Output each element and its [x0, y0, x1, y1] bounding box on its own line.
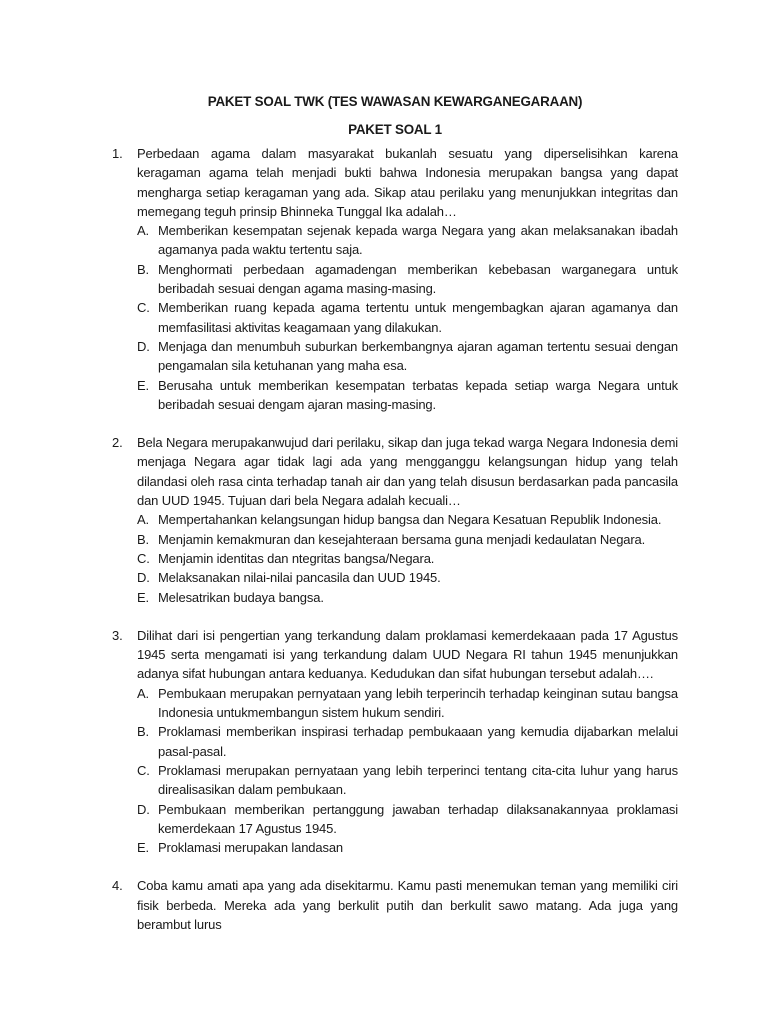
question-3	[112, 626, 678, 858]
question-text: Perbedaan agama dalam masyarakat bukanlah sesuatu yang diperselisihkan karena keragaman agama telah menjadi bukti bahwa Indonesia merupakan bangsa yang dapat mengharga setiap keragaman yang ada. Sikap atau perilaku yang menunjukkan integritas dan memegang teguh prinsip Bhinneka Tunggal Ika adalah…	[137, 146, 678, 219]
option-label: B.	[137, 531, 149, 547]
option-text: Menjamin identitas dan ntegritas bangsa/Negara.	[158, 550, 435, 566]
option-label: D.	[137, 338, 150, 354]
option-c	[137, 549, 678, 568]
option-text: Pembukaan memberikan pertanggung jawaban terhadap dilaksanakannyaa proklamasi kemerdekaan 17 Agustus 1945.	[158, 801, 678, 836]
option-text: Proklamasi merupakan pernyataan yang lebih terperinci tentang cita-cita luhur yang harus direalisasikan dalam pembukaan.	[158, 762, 678, 798]
option-list	[137, 221, 678, 414]
option-list	[137, 684, 678, 858]
option-label: C.	[137, 300, 150, 316]
option-text: Proklamasi merupakan landasan	[158, 840, 343, 856]
option-d	[137, 337, 678, 376]
question-2	[112, 433, 678, 607]
document-subtitle: PAKET SOAL 1	[348, 122, 442, 137]
option-text: Menghormati perbedaan agamadengan memberikan kebebasan warganegara untuk beribadah sesuai dengan agama masing-masing.	[158, 261, 678, 297]
option-text: Berusaha untuk memberikan kesempatan terbatas kepada setiap warga Negara untuk beribadah sesuai dengam ajaran masing-masing.	[158, 377, 678, 412]
option-label: D.	[137, 801, 150, 817]
option-list	[137, 510, 678, 606]
question-text: Dilihat dari isi pengertian yang terkandung dalam proklamasi kemerdekaaan pada 17 Agustus 1945 serta mengamati isi yang terkandung dalam UUD Negara RI tahun 1945 menunjukkan adanya sifat hubungan antara keduanya. Kedudukan dan sifat hubungan tersebut adalah….	[137, 627, 678, 682]
option-a	[137, 510, 678, 529]
question-number: 2.	[112, 435, 123, 451]
question-1	[112, 144, 678, 414]
option-d	[137, 568, 678, 587]
option-label: A.	[137, 512, 149, 528]
option-b	[137, 260, 678, 299]
question-number: 4.	[112, 878, 123, 894]
option-label: C.	[137, 550, 150, 566]
option-label: E.	[137, 589, 149, 605]
option-text: Memberikan ruang kepada agama tertentu untuk mengembagkan ajaran agamanya dan memfasilitasi aktivitas keagamaan yang dilakukan.	[158, 300, 678, 335]
option-label: C.	[137, 762, 150, 778]
option-text: Melesatrikan budaya bangsa.	[158, 589, 324, 605]
option-e	[137, 838, 678, 857]
option-label: D.	[137, 570, 150, 586]
option-e	[137, 588, 678, 607]
option-label: E.	[137, 840, 149, 856]
option-text: Proklamasi memberikan inspirasi terhadap pembukaaan yang kemudia dijabarkan melalui pasal-pasal.	[158, 724, 678, 759]
question-number: 1.	[112, 146, 123, 161]
option-b	[137, 530, 678, 549]
option-text: Melaksanakan nilai-nilai pancasila dan UUD 1945.	[158, 570, 441, 586]
question-text: Bela Negara merupakanwujud dari perilaku, sikap dan juga tekad warga Negara Indonesia demi menjaga Negara agar tidak lagi ada yang mengganggu kelangsungan hidup yang telah dilandasi oleh rasa cinta terhadap tanah air dan yang telah disusun berdasarkan pada pancasila dan UUD 1945. Tujuan dari bela Negara adalah kecuali…	[137, 435, 678, 509]
option-label: A.	[137, 685, 149, 701]
option-text: Menjamin kemakmuran dan kesejahteraan bersama guna menjadi kedaulatan Negara.	[158, 531, 646, 547]
option-text: Mempertahankan kelangsungan hidup bangsa dan Negara Kesatuan Republik Indonesia.	[158, 512, 662, 528]
question-text: Coba kamu amati apa yang ada disekitarmu. Kamu pasti menemukan teman yang memiliki ciri fisik berbeda. Mereka ada yang berkulit putih dan berkulit sawo matang. Ada juga yang berambut lurus	[137, 878, 678, 932]
option-a	[137, 684, 678, 723]
option-text: Menjaga dan menumbuh suburkan berkembangnya ajaran agaman tertentu sesuai dengan pengamalan sila ketuhanan yang maha esa.	[158, 338, 678, 374]
option-e	[137, 376, 678, 415]
option-b	[137, 722, 678, 761]
option-a	[137, 221, 678, 260]
option-d	[137, 800, 678, 839]
question-4	[112, 876, 678, 934]
option-c	[137, 298, 678, 337]
option-text: Memberikan kesempatan sejenak kepada warga Negara yang akan melaksanakan ibadah agamanya pada waktu tertentu saja.	[158, 223, 678, 258]
option-label: E.	[137, 377, 149, 393]
option-c	[137, 761, 678, 800]
option-label: B.	[137, 724, 149, 740]
document-title: PAKET SOAL TWK (TES WAWASAN KEWARGANEGARAAN)	[207, 94, 583, 109]
option-text: Pembukaan merupakan pernyataan yang lebih terperincih terhadap keinginan sutau bangsa Indonesia untukmembangun sistem hukum sendiri.	[158, 685, 678, 721]
option-label: B.	[137, 261, 149, 277]
question-number: 3.	[112, 627, 123, 643]
option-label: A.	[137, 223, 149, 239]
